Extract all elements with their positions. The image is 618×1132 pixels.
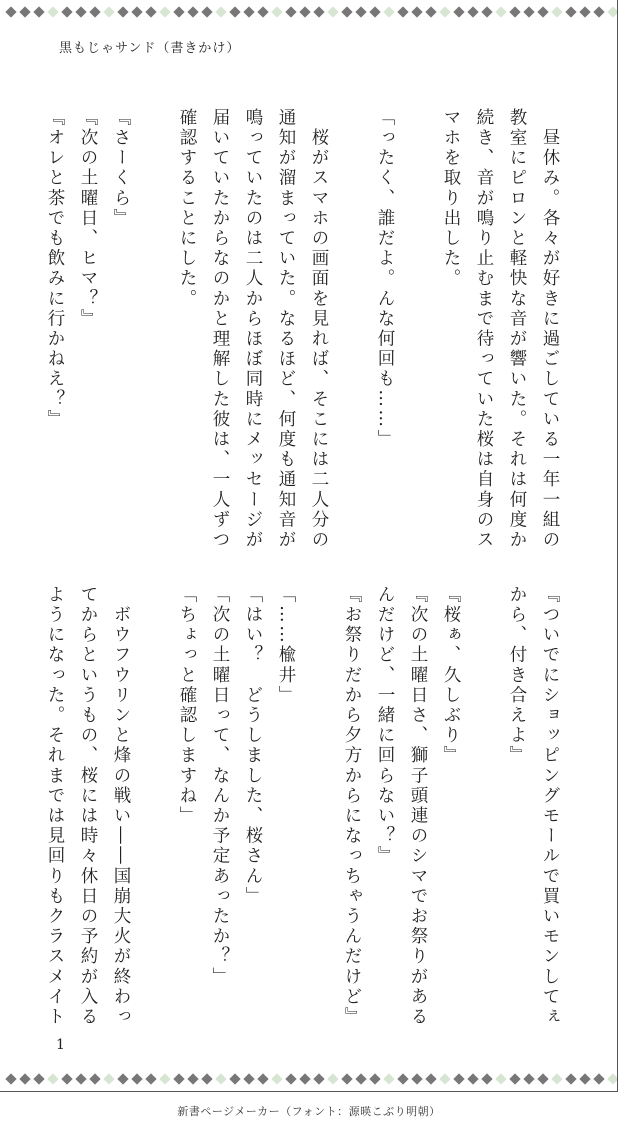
ornament-diamond-icon [397, 6, 408, 17]
text-column: ボウフウリンと烽の戦い――国崩大火が終わっ [111, 585, 131, 1028]
text-column [137, 108, 170, 528]
ornament-diamond-icon [257, 6, 268, 17]
text-column: 『さーくら』 [111, 108, 131, 229]
ornament-diamond-icon [537, 1073, 548, 1084]
ornament-diamond-icon [75, 1073, 86, 1084]
ornament-diamond-icon [509, 6, 520, 17]
ornament-diamond-icon [369, 6, 380, 17]
ornament-diamond-icon [103, 1073, 114, 1084]
ornament-diamond-icon [593, 6, 604, 17]
text-column: 『オレと茶でも飲みに行かねえ？』 [45, 108, 65, 430]
ornament-diamond-icon [243, 1073, 254, 1084]
ornament-diamond-icon [313, 1073, 324, 1084]
ornament-diamond-icon [47, 1073, 58, 1084]
ornament-diamond-icon [607, 1073, 617, 1084]
ornament-diamond-icon [243, 6, 254, 17]
text-column: 教室にピロンと軽快な音が響いた。それは何度か [507, 108, 527, 551]
ornament-diamond-icon [33, 6, 44, 17]
ornament-diamond-icon [523, 1073, 534, 1084]
ornament-diamond-icon [19, 6, 30, 17]
ornament-diamond-icon [299, 6, 310, 17]
text-column: 『桜ぁ、久しぶり』 [441, 585, 461, 766]
ornament-diamond-icon [173, 1073, 184, 1084]
ornament-diamond-icon [327, 6, 338, 17]
text-column: 桜がスマホの画面を見れば、そこには二人分の [309, 108, 329, 551]
ornament-diamond-icon [131, 1073, 142, 1084]
ornament-diamond-icon [229, 1073, 240, 1084]
ornament-diamond-icon [173, 6, 184, 17]
ornament-diamond-icon [159, 1073, 170, 1084]
ornament-diamond-icon [425, 1073, 436, 1084]
ornament-diamond-icon [61, 1073, 72, 1084]
ornament-diamond-icon [453, 6, 464, 17]
text-column [401, 108, 434, 528]
text-column: 届いていたからなのかと理解した彼は、一人ずつ [210, 108, 230, 551]
ornament-diamond-icon [383, 1073, 394, 1084]
text-block-upper [38, 108, 566, 551]
ornament-diamond-icon [481, 1073, 492, 1084]
ornament-diamond-icon [89, 6, 100, 17]
page-title: 黒もじゃサンド（書きかけ） [59, 41, 241, 56]
text-column: 確認することにした。 [177, 108, 197, 309]
ornament-diamond-icon [159, 6, 170, 17]
ornament-diamond-icon [61, 6, 72, 17]
text-column: から、付き合えよ』 [507, 585, 527, 766]
ornament-diamond-icon [145, 6, 156, 17]
page-number: 1 [56, 1037, 65, 1053]
ornament-diamond-icon [5, 6, 16, 17]
ornament-diamond-icon [285, 1073, 296, 1084]
text-column: 続き、音が鳴り止むまで待っていた桜は自身のス [474, 108, 494, 551]
text-column: 「……楡井」 [276, 585, 296, 706]
text-column: 「次の土曜日って、なんか予定あったか？」 [210, 585, 230, 987]
text-column: ようになった。それまでは見回りもクラスメイト [45, 585, 65, 1028]
ornament-diamond-icon [215, 6, 226, 17]
text-block-lower [38, 585, 566, 1028]
ornament-diamond-icon [355, 6, 366, 17]
ornament-diamond-icon [439, 6, 450, 17]
ornament-diamond-icon [369, 1073, 380, 1084]
ornament-diamond-icon [89, 1073, 100, 1084]
ornament-diamond-icon [131, 6, 142, 17]
ornament-diamond-icon [593, 1073, 604, 1084]
ornament-diamond-icon [411, 6, 422, 17]
ornament-diamond-icon [341, 1073, 352, 1084]
ornament-diamond-icon [607, 6, 617, 17]
ornament-diamond-icon [19, 1073, 30, 1084]
ornament-diamond-icon [481, 6, 492, 17]
ornament-diamond-icon [453, 1073, 464, 1084]
ornament-diamond-icon [33, 1073, 44, 1084]
text-column: てからというもの、桜には時々休日の予約が入る [78, 585, 98, 1028]
ornament-diamond-icon [299, 1073, 310, 1084]
ornament-diamond-icon [341, 6, 352, 17]
ornament-diamond-icon [467, 6, 478, 17]
ornament-diamond-icon [495, 6, 506, 17]
ornament-diamond-icon [439, 1073, 450, 1084]
text-column: 「ったく、誰だよ。んな何回も……」 [375, 108, 395, 450]
bottom-ornament-border [0, 1072, 617, 1086]
ornament-diamond-icon [579, 1073, 590, 1084]
ornament-diamond-icon [327, 1073, 338, 1084]
ornament-diamond-icon [355, 1073, 366, 1084]
text-column: 通知が溜まっていた。なるほど、何度も通知音が [276, 108, 296, 551]
ornament-diamond-icon [5, 1073, 16, 1084]
ornament-diamond-icon [425, 6, 436, 17]
ornament-diamond-icon [271, 6, 282, 17]
ornament-diamond-icon [103, 6, 114, 17]
text-column [302, 585, 335, 1005]
text-column: んだけど、一緒に回らない？』 [375, 585, 395, 867]
ornament-diamond-icon [509, 1073, 520, 1084]
ornament-diamond-icon [75, 6, 86, 17]
ornament-diamond-icon [187, 1073, 198, 1084]
text-column: 『お祭りだから夕方からになっちゃうんだけど』 [342, 585, 362, 1028]
ornament-diamond-icon [565, 6, 576, 17]
text-column: 鳴っていたのは二人からほぼ同時にメッセージが [243, 108, 263, 551]
ornament-diamond-icon [537, 6, 548, 17]
ornament-diamond-icon [551, 6, 562, 17]
ornament-diamond-icon [383, 6, 394, 17]
ornament-diamond-icon [495, 1073, 506, 1084]
text-column [467, 585, 500, 1005]
text-column: 『次の土曜日、ヒマ？』 [78, 108, 98, 330]
text-column: 昼休み。各々が好きに過ごしている一年一組の [540, 108, 560, 551]
ornament-diamond-icon [117, 6, 128, 17]
ornament-diamond-icon [47, 6, 58, 17]
ornament-diamond-icon [271, 1073, 282, 1084]
text-column [335, 108, 368, 528]
top-ornament-border [0, 5, 617, 19]
text-column [137, 585, 170, 1005]
ornament-diamond-icon [229, 6, 240, 17]
text-column: 『次の土曜日さ、獅子頭連のシマでお祭りがある [408, 585, 428, 1028]
ornament-diamond-icon [551, 1073, 562, 1084]
ornament-diamond-icon [285, 6, 296, 17]
ornament-diamond-icon [117, 1073, 128, 1084]
text-column: マホを取り出した。 [441, 108, 461, 289]
ornament-diamond-icon [579, 6, 590, 17]
ornament-diamond-icon [187, 6, 198, 17]
ornament-diamond-icon [257, 1073, 268, 1084]
text-column: 「はい？ どうしました、桜さん」 [243, 585, 263, 907]
ornament-diamond-icon [411, 1073, 422, 1084]
ornament-diamond-icon [313, 6, 324, 17]
ornament-diamond-icon [215, 1073, 226, 1084]
ornament-diamond-icon [523, 6, 534, 17]
text-column: 「ちょっと確認しますね」 [177, 585, 197, 827]
ornament-diamond-icon [201, 1073, 212, 1084]
ornament-diamond-icon [145, 1073, 156, 1084]
ornament-diamond-icon [201, 6, 212, 17]
ornament-diamond-icon [467, 1073, 478, 1084]
generator-credit: 新書ページメーカー（フォント：源暎こぶり明朝） [177, 1105, 441, 1118]
ornament-diamond-icon [397, 1073, 408, 1084]
text-column: 『ついでにショッピングモールで買いモンしてぇ [540, 585, 560, 1028]
ornament-diamond-icon [565, 1073, 576, 1084]
